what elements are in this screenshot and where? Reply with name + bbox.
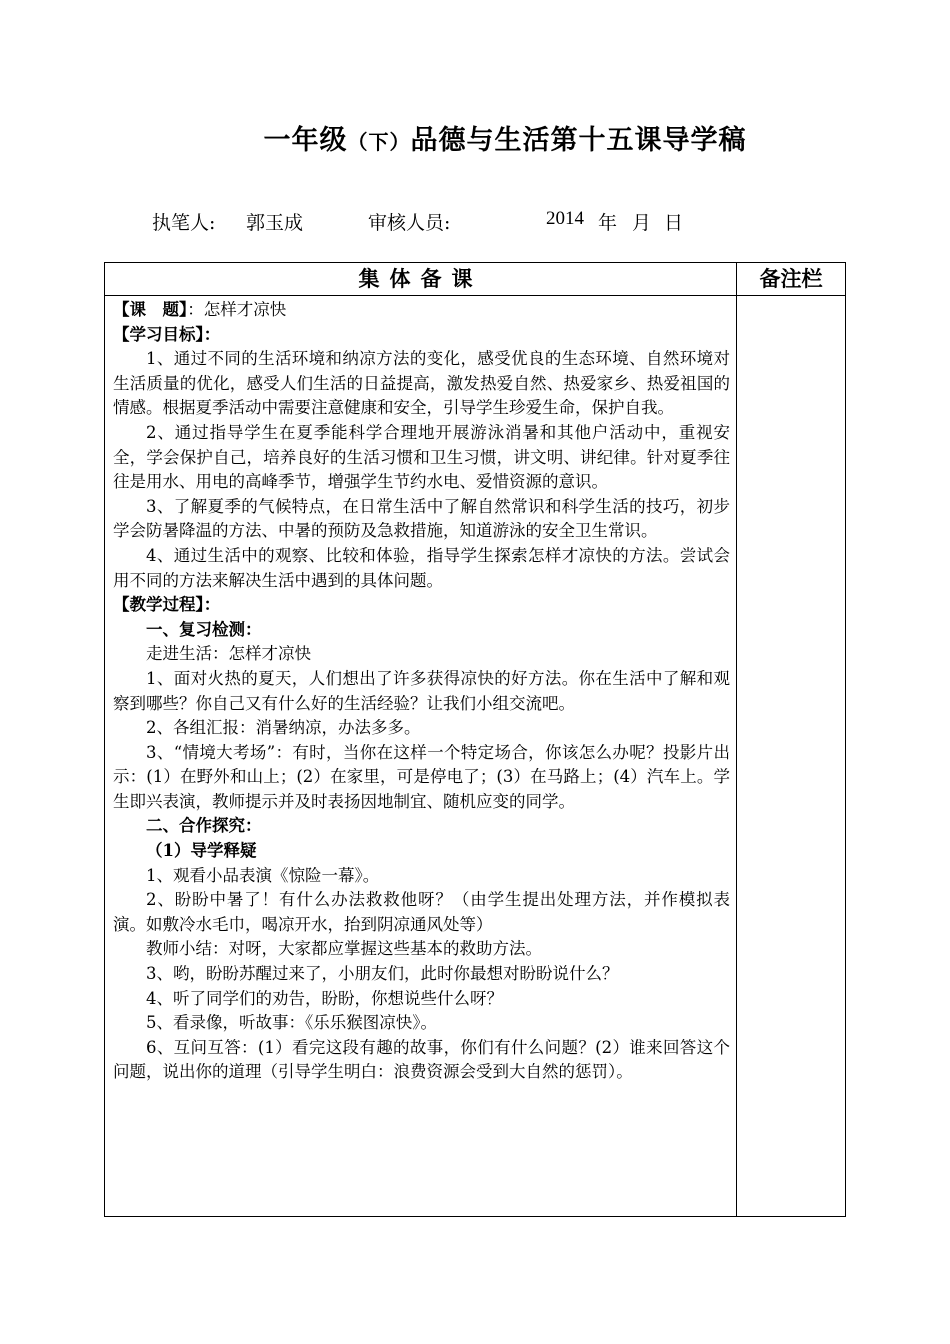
goal-4: 4、通过生活中的观察、比较和体验，指导学生探索怎样才凉快的方法。尝试会用不同的方法来解决生活中遇到的具体问题。 <box>113 545 730 590</box>
section-2-line-7: 6、互问互答：(1）看完这段有趣的故事，你们有什么问题？(2）谁来回答这个问题，说出你的道理（引导学生明白：浪费资源会受到大自然的惩罚）。 <box>113 1037 730 1082</box>
author-name: 郭玉成 <box>246 212 304 234</box>
title-part-b: 品德与生活第十五课导学稿 <box>410 125 747 156</box>
day-unit: 日 <box>664 212 684 234</box>
year-unit: 年 <box>598 212 618 234</box>
section-1-title: 一、复习检测： <box>146 619 262 639</box>
goal-2: 2、通过指导学生在夏季能科学合理地开展游泳消暑和其他户活动中，重视安全，学会保护自己，培养良好的生活习惯和卫生习惯，讲文明、讲纪律。针对夏季往往是用水、用电的高峰季节，增强学生节约水电、爱惜资源的意识。 <box>113 422 730 492</box>
year: 2014 <box>546 208 584 229</box>
title-paren: （下） <box>347 130 411 154</box>
section-1-line-1: 走进生活：怎样才凉快 <box>146 644 311 664</box>
goal-1: 1、通过不同的生活环境和纳凉方法的变化，感受优良的生态环境、自然环境对生活质量的优化，感受人们生活的日益提高，激发热爱自然、热爱家乡、热爱祖国的情感。根据夏季活动中需要注意健康和安全，引导学生珍爱生命，保护自我。 <box>113 349 730 418</box>
process-label: 【教学过程】： <box>113 595 221 615</box>
section-2-line-3: 教师小结：对呀，大家都应掌握这些基本的救助方法。 <box>146 939 542 959</box>
section-2-line-4: 3、哟，盼盼苏醒过来了，小朋友们，此时你最想对盼盼说什么？ <box>146 964 619 984</box>
topic-line <box>113 298 730 323</box>
reviewer-label: 审核人员: <box>368 212 451 234</box>
notes-cell <box>737 296 846 1217</box>
section-1-line-3: 2、各组汇报：消暑纳凉，办法多多。 <box>146 718 421 738</box>
section-2-line-1: 1、观看小品表演《惊险一幕》。 <box>146 865 380 885</box>
section-2-title: 二、合作探究： <box>146 816 262 836</box>
goals-label: 【学习目标】： <box>113 324 221 344</box>
topic-text: ：怎样才凉快 <box>187 300 287 319</box>
topic-label: 【课 题】 <box>113 300 188 319</box>
month-unit: 月 <box>632 212 652 234</box>
section-1-line-4: 3、“情境大考场”：有时，当你在这样一个特定场合，你该怎么办呢？投影片出示：(1）在野外和山上；(2）在家里，可是停电了；(3）在马路上；(4）汽车上。学生即兴表演，教师提示并及时表扬因地制宜、随机应变的同学。 <box>113 742 730 811</box>
lesson-table <box>104 262 846 1217</box>
col-header-notes: 备注栏 <box>737 263 846 296</box>
goal-3: 3、了解夏季的气候特点，在日常生活中了解自然常识和科学生活的技巧，初步学会防暑降温的方法、中暑的预防及急救措施，知道游泳的安全卫生常识。 <box>113 496 730 541</box>
section-2-line-2: 2、盼盼中暑了！有什么办法救救他呀？（由学生提出处理方法，并作模拟表演。如敷冷水毛巾，喝凉开水，抬到阴凉通风处等） <box>113 890 730 934</box>
title-part-a: 一年级 <box>263 125 348 156</box>
section-2-line-6: 5、看录像，听故事：《乐乐猴图凉快》。 <box>146 1013 437 1033</box>
section-1-line-2: 1、面对火热的夏天，人们想出了许多获得凉快的好方法。你在生活中了解和观察到哪些？你自己又有什么好的生活经验？让我们小组交流吧。 <box>113 668 730 713</box>
content-cell <box>105 296 737 1217</box>
section-2-subtitle: （1）导学释疑 <box>146 841 257 861</box>
page-title <box>0 118 950 157</box>
author-label: 执笔人: <box>152 212 216 234</box>
section-2-line-5: 4、听了同学们的劝告，盼盼，你想说些什么呀？ <box>146 988 503 1008</box>
col-header-main: 集体备课 <box>105 263 737 296</box>
